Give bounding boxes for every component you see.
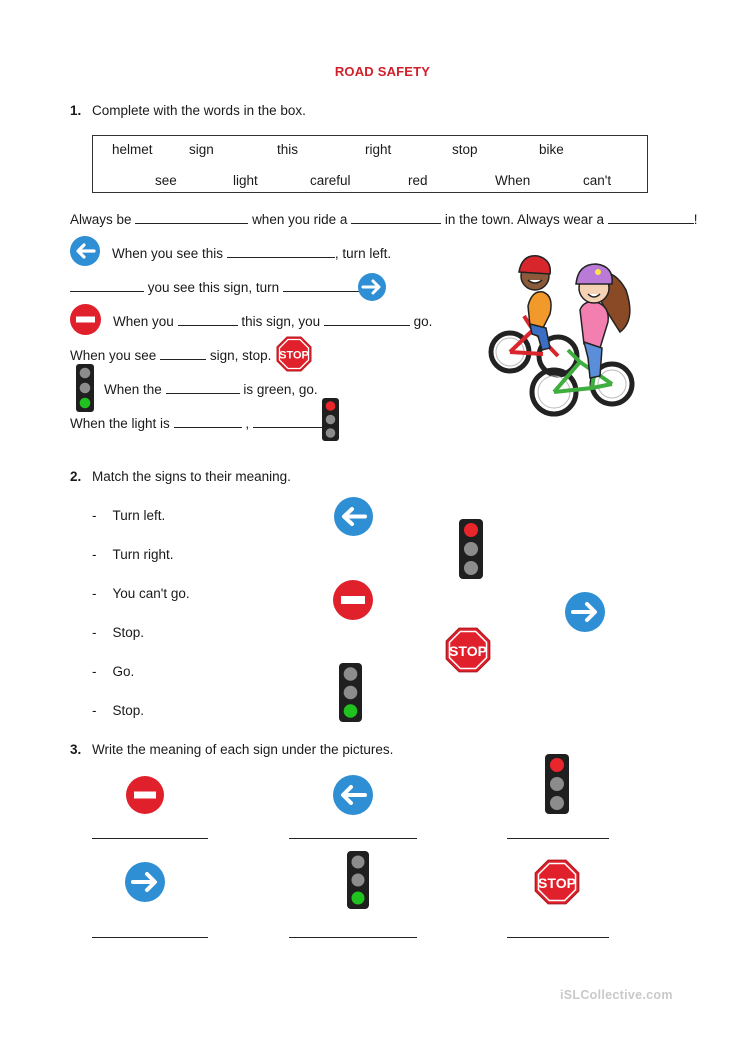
answer-blank[interactable] (283, 279, 369, 292)
sentence-6: When the is green, go. (104, 382, 318, 397)
answer-blank[interactable] (174, 415, 242, 428)
word-box-item: careful (310, 173, 351, 188)
red-traffic-light-icon (322, 398, 339, 441)
green-traffic-light-icon (76, 364, 94, 412)
answer-line[interactable] (507, 838, 609, 839)
answer-line[interactable] (289, 838, 417, 839)
match-item[interactable]: - You can't go. (92, 586, 190, 601)
match-item[interactable]: - Stop. (92, 625, 145, 640)
section-1-instruction: Complete with the words in the box. (92, 103, 306, 118)
sentence-2: When you see this , turn left. (112, 246, 392, 261)
word-box-item: bike (539, 142, 564, 157)
answer-blank[interactable] (178, 313, 238, 326)
answer-blank[interactable] (608, 211, 694, 224)
answer-blank[interactable] (227, 245, 335, 258)
answer-blank[interactable] (166, 381, 240, 394)
sentence-4: When you this sign, you go. (113, 314, 433, 329)
sentence-7: When the light is , (70, 415, 329, 431)
answer-line[interactable] (92, 838, 208, 839)
answer-line[interactable] (507, 937, 609, 938)
turn-left-sign-icon (70, 236, 100, 266)
answer-line[interactable] (289, 937, 417, 938)
green-traffic-light-icon[interactable] (339, 663, 362, 722)
turn-right-sign-icon (125, 862, 165, 902)
no-entry-sign-icon (126, 776, 164, 814)
kids-on-bikes-illustration (488, 250, 636, 422)
word-box-item: When (495, 173, 531, 188)
sentence-5: When you see sign, stop. (70, 348, 272, 363)
sentence-3: you see this sign, turn (70, 279, 369, 295)
no-entry-sign-icon (70, 304, 101, 335)
word-box-item: can't (583, 173, 612, 188)
word-box-item: helmet (112, 142, 153, 157)
red-traffic-light-icon (545, 754, 569, 814)
answer-blank[interactable] (253, 415, 329, 428)
section-3-instruction: Write the meaning of each sign under the pictures. (92, 742, 394, 757)
green-traffic-light-icon (347, 851, 369, 909)
watermark: iSLCollective.com (560, 988, 673, 1002)
answer-blank[interactable] (324, 313, 410, 326)
answer-blank[interactable] (135, 211, 248, 224)
word-box-item: right (365, 142, 392, 157)
sentence-1: Always be when you ride a in the town. Always wear a ! (70, 212, 698, 227)
turn-right-sign-icon (358, 273, 386, 301)
section-3-number: 3. (70, 742, 82, 757)
answer-blank[interactable] (351, 211, 441, 224)
word-box-item: red (408, 173, 428, 188)
turn-right-sign-icon[interactable] (565, 592, 605, 632)
match-item[interactable]: - Turn right. (92, 547, 174, 562)
word-box-item: sign (189, 142, 214, 157)
turn-left-sign-icon (333, 775, 373, 815)
stop-sign-text: STOP (449, 642, 487, 659)
word-box-item: this (277, 142, 299, 157)
answer-line[interactable] (92, 937, 208, 938)
answer-blank[interactable] (160, 347, 206, 360)
stop-sign-icon[interactable] (445, 627, 491, 673)
red-traffic-light-icon[interactable] (459, 519, 483, 579)
turn-left-sign-icon[interactable] (334, 497, 373, 536)
page-title: ROAD SAFETY (334, 64, 431, 79)
word-box-item: stop (452, 142, 478, 157)
word-box-item: light (233, 173, 258, 188)
match-item[interactable]: - Go. (92, 664, 135, 679)
no-entry-sign-icon[interactable] (333, 580, 373, 620)
stop-sign-text: STOP (279, 349, 309, 362)
section-2-instruction: Match the signs to their meaning. (92, 469, 291, 484)
word-box (92, 135, 648, 193)
stop-sign-icon (276, 336, 312, 372)
stop-sign-icon (534, 859, 580, 905)
stop-sign-text: STOP (538, 874, 576, 891)
match-item[interactable]: - Stop. (92, 703, 145, 718)
section-2-number: 2. (70, 469, 82, 484)
match-item[interactable]: - Turn left. (92, 508, 166, 523)
section-1-number: 1. (70, 103, 82, 118)
answer-blank[interactable] (70, 279, 144, 292)
word-box-item: see (155, 173, 177, 188)
